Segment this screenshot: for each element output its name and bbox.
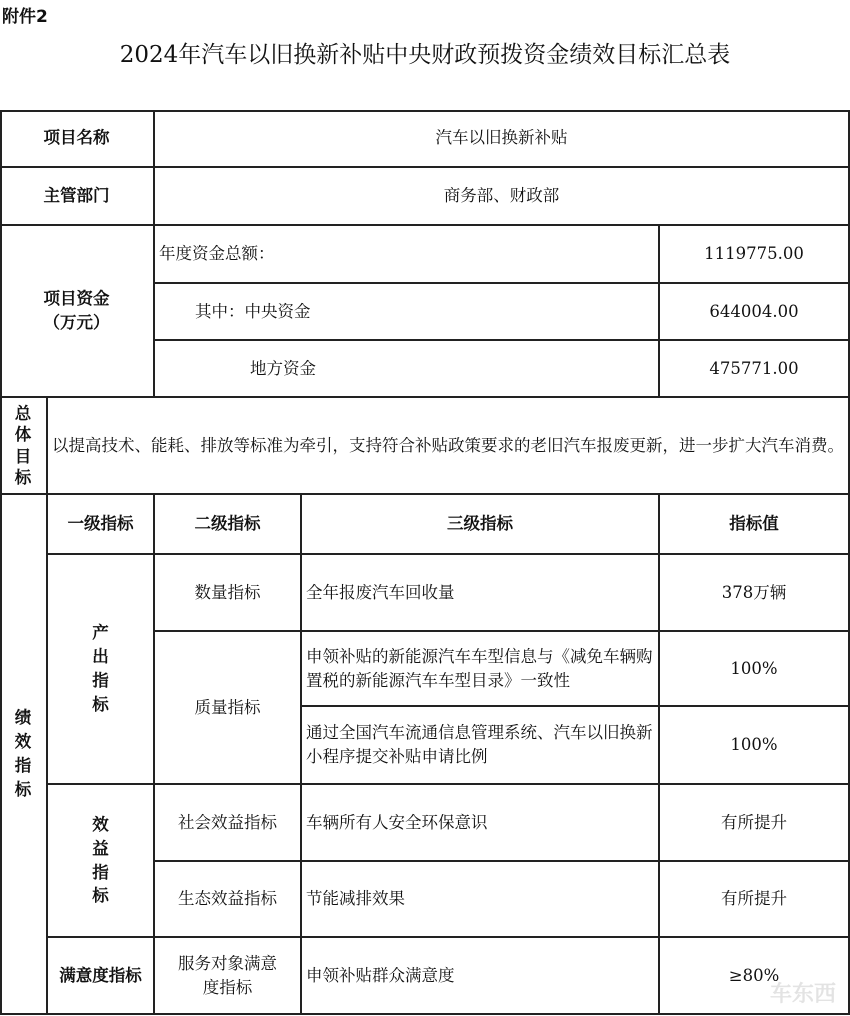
social-benefit-indicator: 车辆所有人安全环保意识 [302,785,660,862]
header-value: 指标值 [660,495,850,555]
funding-central-value: 644004.00 [660,284,850,341]
funding-total-label: 年度资金总额： [155,226,660,284]
social-benefit-label: 社会效益指标 [155,785,302,862]
satisfaction-value: ≥80% [660,938,850,1015]
department-label: 主管部门 [0,168,155,226]
overall-goal-text: 以提高技术、能耗、排放等标准为牵引，支持符合补贴政策要求的老旧汽车报废更新，进一步扩大汽车消费。 [48,398,850,495]
satisfaction-indicator: 申领补贴群众满意度 [302,938,660,1015]
quality-value-2: 100% [660,707,850,785]
header-level3: 三级指标 [302,495,660,555]
quantity-indicator: 全年报废汽车回收量 [302,555,660,632]
ecological-benefit-label: 生态效益指标 [155,862,302,938]
funding-label: 项目资金（万元） [0,226,155,398]
funding-local-value: 475771.00 [660,341,850,398]
output-indicator-label: 产出指标 [48,555,155,785]
social-benefit-value: 有所提升 [660,785,850,862]
department-value: 商务部、财政部 [155,168,850,226]
quality-indicator-label: 质量指标 [155,632,302,785]
attachment-label: 附件2 [2,7,48,27]
overall-goal-label: 总体目标 [0,398,48,495]
benefit-indicator-label: 效益指标 [48,785,155,938]
watermark-logo: 车东西 [769,982,836,1007]
page-title: 2024年汽车以旧换新补贴中央财政预拨资金绩效目标汇总表 [119,42,731,68]
funding-total-value: 1119775.00 [660,226,850,284]
quality-indicator-1: 申领补贴的新能源汽车车型信息与《减免车辆购置税的新能源汽车车型目录》一致性 [302,632,660,707]
quality-value-1: 100% [660,632,850,707]
quantity-indicator-label: 数量指标 [155,555,302,632]
quality-indicator-2: 通过全国汽车流通信息管理系统、汽车以旧换新小程序提交补贴申请比例 [302,707,660,785]
ecological-benefit-value: 有所提升 [660,862,850,938]
ecological-benefit-indicator: 节能减排效果 [302,862,660,938]
quantity-value: 378万辆 [660,555,850,632]
header-level2: 二级指标 [155,495,302,555]
funding-local-label: 地方资金 [155,341,660,398]
header-level1: 一级指标 [48,495,155,555]
satisfaction-indicator-label: 满意度指标 [48,938,155,1015]
project-name-value: 汽车以旧换新补贴 [155,110,850,168]
project-name-label: 项目名称 [0,110,155,168]
funding-central-label: 其中：中央资金 [155,284,660,341]
service-satisfaction-label: 服务对象满意度指标 [155,938,302,1015]
performance-label: 绩效指标 [0,495,48,1015]
